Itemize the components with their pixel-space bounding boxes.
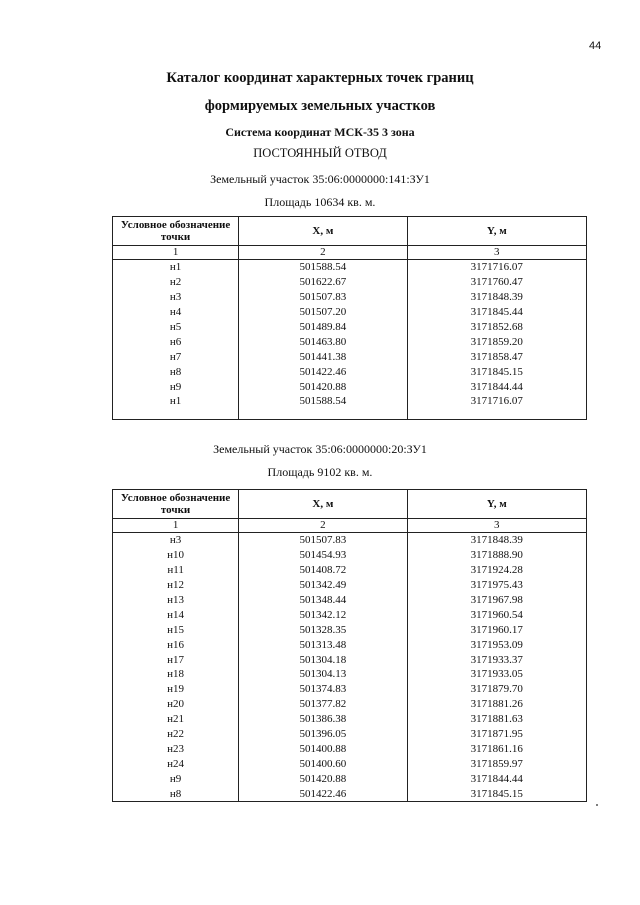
parcel-2-area: Площадь 9102 кв. м. xyxy=(267,465,373,479)
column-number: 2 xyxy=(239,519,407,533)
y-coordinate-cell: 3171858.47 xyxy=(407,349,586,364)
x-coordinate-cell: 501400.60 xyxy=(239,756,407,771)
y-coordinate-cell: 3171967.98 xyxy=(407,593,586,608)
y-coordinate-cell: 3171852.68 xyxy=(407,320,586,335)
x-coordinate-cell: 501507.83 xyxy=(239,533,407,548)
column-number: 1 xyxy=(113,246,239,260)
parcel-1-coordinate-table xyxy=(112,216,587,420)
point-name-cell: н7 xyxy=(113,349,239,364)
y-coordinate-cell: 3171861.16 xyxy=(407,741,586,756)
table-row xyxy=(113,320,587,335)
x-coordinate-cell: 501408.72 xyxy=(239,563,407,578)
y-coordinate-cell: 3171845.44 xyxy=(407,305,586,320)
parcel-1-label: Земельный участок 35:06:0000000:141:ЗУ1 xyxy=(210,172,430,186)
x-coordinate-cell: 501386.38 xyxy=(239,712,407,727)
table-row xyxy=(113,275,587,290)
parcel-2-coordinate-table xyxy=(112,489,587,802)
point-name-cell: н16 xyxy=(113,637,239,652)
table-row xyxy=(113,697,587,712)
point-name-cell: н11 xyxy=(113,563,239,578)
point-name-cell: н4 xyxy=(113,305,239,320)
point-name-cell: н12 xyxy=(113,578,239,593)
y-coordinate-cell: 3171888.90 xyxy=(407,548,586,563)
point-name-cell: н20 xyxy=(113,697,239,712)
table-row xyxy=(113,578,587,593)
table-row xyxy=(113,563,587,578)
table-row xyxy=(113,379,587,394)
x-coordinate-cell: 501588.54 xyxy=(239,260,407,275)
y-coordinate-cell: 3171879.70 xyxy=(407,682,586,697)
title-line-1: Каталог координат характерных точек границ xyxy=(166,70,474,86)
y-coordinate-cell: 3171933.37 xyxy=(407,652,586,667)
column-number-row xyxy=(113,519,587,533)
x-coordinate-cell: 501454.93 xyxy=(239,548,407,563)
x-coordinate-cell: 501507.20 xyxy=(239,305,407,320)
table-row xyxy=(113,712,587,727)
y-coordinate-cell: 3171859.97 xyxy=(407,756,586,771)
header-point: Условное обозначение точки xyxy=(113,217,239,246)
y-coordinate-cell: 3171881.26 xyxy=(407,697,586,712)
x-coordinate-cell: 501396.05 xyxy=(239,727,407,742)
y-coordinate-cell: 3171845.15 xyxy=(407,364,586,379)
header-x: X, м xyxy=(239,490,407,519)
header-x: X, м xyxy=(239,217,407,246)
y-coordinate-cell: 3171848.39 xyxy=(407,290,586,305)
y-coordinate-cell: 3171716.07 xyxy=(407,260,586,275)
x-coordinate-cell: 501507.83 xyxy=(239,290,407,305)
y-coordinate-cell: 3171881.63 xyxy=(407,712,586,727)
table-row xyxy=(113,637,587,652)
parcel-1-area: Площадь 10634 кв. м. xyxy=(264,195,376,209)
title-line-2: формируемых земельных участков xyxy=(204,98,436,114)
header-y: Y, м xyxy=(407,217,586,246)
header-y: Y, м xyxy=(407,490,586,519)
x-coordinate-cell: 501304.13 xyxy=(239,667,407,682)
table-row xyxy=(113,727,587,742)
table-row xyxy=(113,364,587,379)
table-header-row xyxy=(113,217,587,246)
allotment-type: ПОСТОЯННЫЙ ОТВОД xyxy=(253,146,387,160)
column-number: 1 xyxy=(113,519,239,533)
column-number: 3 xyxy=(407,519,586,533)
table-row xyxy=(113,667,587,682)
table-row xyxy=(113,622,587,637)
table-row xyxy=(113,741,587,756)
point-name-cell: н8 xyxy=(113,786,239,801)
page-number: 44 xyxy=(589,40,602,52)
point-name-cell: н13 xyxy=(113,593,239,608)
table-row xyxy=(113,305,587,320)
table-row xyxy=(113,771,587,786)
x-coordinate-cell: 501622.67 xyxy=(239,275,407,290)
point-name-cell: н22 xyxy=(113,727,239,742)
y-coordinate-cell: 3171844.44 xyxy=(407,771,586,786)
y-coordinate-cell: 3171716.07 xyxy=(407,394,586,409)
table-row xyxy=(113,607,587,622)
x-coordinate-cell: 501342.49 xyxy=(239,578,407,593)
x-coordinate-cell: 501420.88 xyxy=(239,771,407,786)
table-row xyxy=(113,394,587,409)
x-coordinate-cell: 501422.46 xyxy=(239,364,407,379)
point-name-cell: н3 xyxy=(113,290,239,305)
point-name-cell: н9 xyxy=(113,379,239,394)
table-row xyxy=(113,548,587,563)
table-row xyxy=(113,290,587,305)
table-row xyxy=(113,533,587,548)
x-coordinate-cell: 501304.18 xyxy=(239,652,407,667)
table-row xyxy=(113,682,587,697)
x-coordinate-cell: 501374.83 xyxy=(239,682,407,697)
x-coordinate-cell: 501313.48 xyxy=(239,637,407,652)
table-bottom-padding xyxy=(113,409,587,420)
point-name-cell: н24 xyxy=(113,756,239,771)
point-name-cell: н21 xyxy=(113,712,239,727)
x-coordinate-cell: 501342.12 xyxy=(239,607,407,622)
coordinate-system: Система координат МСК-35 3 зона xyxy=(225,125,415,139)
x-coordinate-cell: 501348.44 xyxy=(239,593,407,608)
column-number-row xyxy=(113,246,587,260)
point-name-cell: н5 xyxy=(113,320,239,335)
table-row xyxy=(113,786,587,801)
y-coordinate-cell: 3171859.20 xyxy=(407,334,586,349)
point-name-cell: н3 xyxy=(113,533,239,548)
point-name-cell: н8 xyxy=(113,364,239,379)
y-coordinate-cell: 3171975.43 xyxy=(407,578,586,593)
y-coordinate-cell: 3171953.09 xyxy=(407,637,586,652)
x-coordinate-cell: 501489.84 xyxy=(239,320,407,335)
header-point: Условное обозначение точки xyxy=(113,490,239,519)
y-coordinate-cell: 3171960.17 xyxy=(407,622,586,637)
y-coordinate-cell: 3171844.44 xyxy=(407,379,586,394)
point-name-cell: н18 xyxy=(113,667,239,682)
column-number: 3 xyxy=(407,246,586,260)
point-name-cell: н17 xyxy=(113,652,239,667)
point-name-cell: н6 xyxy=(113,334,239,349)
scan-speck xyxy=(596,804,598,806)
point-name-cell: н23 xyxy=(113,741,239,756)
point-name-cell: н10 xyxy=(113,548,239,563)
parcel-2-label: Земельный участок 35:06:0000000:20:ЗУ1 xyxy=(213,442,427,456)
x-coordinate-cell: 501441.38 xyxy=(239,349,407,364)
point-name-cell: н19 xyxy=(113,682,239,697)
table-row xyxy=(113,593,587,608)
point-name-cell: н14 xyxy=(113,607,239,622)
x-coordinate-cell: 501588.54 xyxy=(239,394,407,409)
point-name-cell: н1 xyxy=(113,394,239,409)
x-coordinate-cell: 501420.88 xyxy=(239,379,407,394)
table-row xyxy=(113,349,587,364)
y-coordinate-cell: 3171960.54 xyxy=(407,607,586,622)
y-coordinate-cell: 3171924.28 xyxy=(407,563,586,578)
point-name-cell: н9 xyxy=(113,771,239,786)
table-row xyxy=(113,756,587,771)
table-row xyxy=(113,652,587,667)
table-row xyxy=(113,334,587,349)
table-header-row xyxy=(113,490,587,519)
point-name-cell: н2 xyxy=(113,275,239,290)
x-coordinate-cell: 501400.88 xyxy=(239,741,407,756)
x-coordinate-cell: 501377.82 xyxy=(239,697,407,712)
point-name-cell: н15 xyxy=(113,622,239,637)
point-name-cell: н1 xyxy=(113,260,239,275)
x-coordinate-cell: 501328.35 xyxy=(239,622,407,637)
x-coordinate-cell: 501422.46 xyxy=(239,786,407,801)
y-coordinate-cell: 3171760.47 xyxy=(407,275,586,290)
y-coordinate-cell: 3171871.95 xyxy=(407,727,586,742)
y-coordinate-cell: 3171933.05 xyxy=(407,667,586,682)
y-coordinate-cell: 3171845.15 xyxy=(407,786,586,801)
x-coordinate-cell: 501463.80 xyxy=(239,334,407,349)
column-number: 2 xyxy=(239,246,407,260)
y-coordinate-cell: 3171848.39 xyxy=(407,533,586,548)
table-row xyxy=(113,260,587,275)
